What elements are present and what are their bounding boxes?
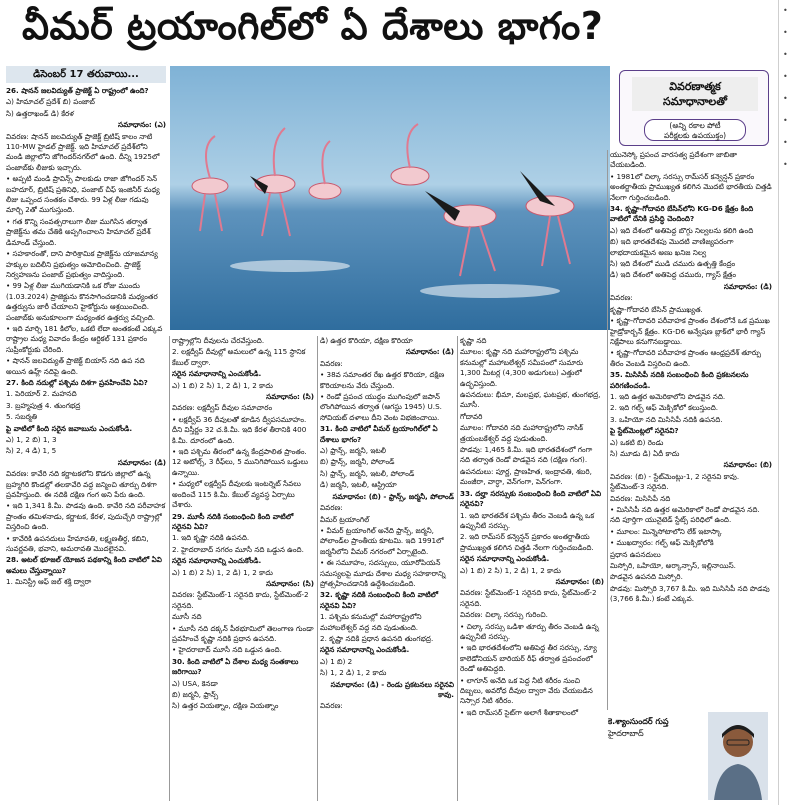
question: 33. దల్హా సరస్సుకు సంబంధించి కింది వాటిలో ఏవి సరైనవి? [460, 488, 602, 509]
paragraph: మూసీ నది [172, 612, 202, 622]
article-column-3 [320, 336, 454, 801]
option: ఎ) 1 బి) 2 సి) 1, 2 డి) 1, 2 కాదు [172, 380, 273, 390]
option: 1. పెరియార్ 2. మహనది [6, 389, 77, 399]
option: సి) 2, 4 డి) 1, 5 [6, 446, 57, 456]
paragraph: వివరణ: [320, 503, 343, 513]
option: 1. ఇది భారతదేశ పశ్చిమ తీరం వెంబడి ఉన్న ఒక ఉప్పునీటి సరస్సు. [460, 510, 595, 530]
answer: సమాధానం: (బి) [555, 576, 604, 586]
paragraph: • మూసీ నది దక్కన్ పీఠభూమిలో తెలంగాణ గుండా ప్రవహించే కృష్ణా నదికి ప్రధాన ఉపనది. [172, 623, 314, 643]
answer: సమాధానం: (డి) [117, 457, 166, 467]
paragraph: వివరణ: [320, 358, 343, 368]
answer: సమాధానం: (బి) [723, 460, 772, 470]
paragraph: • ఇది రామ్‌సర్ సైట్‌గా అలాగే శీతాకాలంలో [460, 707, 578, 717]
option: సి) 1, 2 డి) 1, 2 కాదు [320, 668, 387, 678]
info-box [619, 70, 769, 146]
paragraph: ఉపనదులు: భీమా, మలప్రభ, ఘటప్రభ, తుంగభద్ర, మూసీ. [460, 390, 601, 410]
column-divider [457, 336, 458, 801]
question: 30. కింది వాటిలో ఏ దేశాల మధ్య సంతకాలు జరిగాయి? [172, 656, 299, 677]
paragraph: • ఇది 1,341 కి.మీ. పొడవు ఉంది. కావేరి నది పరీవాహక ప్రాంతం తమిళనాడు, కర్ణాటక, కేరళ, పుదుచ్చేరి రాష్ట్రాల్లో విస్తరించి ఉంది. [6, 501, 166, 532]
paragraph: కృష్ణా నది [460, 336, 487, 345]
question: 31. కింది వాటిలో వీమర్ ట్రయాంగిల్‌లో ఏ దేశాలు భాగం? [320, 424, 438, 444]
option: ఎ) ఒకటి బి) రెండు [610, 437, 664, 447]
paragraph: 2. లక్షద్వీప్ దీవుల్లో అమలులో ఉన్న 115 స్థానిక కేబుల్ ద్వారా. [172, 347, 306, 367]
info-box-title-line2: సమాధానాలతో [663, 95, 727, 108]
bullet-mark: • [783, 160, 788, 169]
bullet-mark: • [783, 6, 788, 15]
answer: సమాధానం: (డి) [405, 347, 454, 357]
article-column-1 [6, 86, 166, 801]
paragraph: • 38వ సమాంతర రేఖ ఉత్తర కొరియా, దక్షిణ కొరియాలను వేరు చేస్తుంది. [320, 370, 445, 390]
paragraph: • అప్పటి మండి ప్రావిన్స్ పాలకుడు రాజా జోగిందర్ సెన్ బహదూర్, బ్రిటిష్ ప్రతినిధి, పంజాబ్ చీఫ్ ఇంజినీర్ మధ్య లీజు ఒప్పంద సంతకం చేశారు. 99 ఏళ్ల లీజు గడువు మార్చి 2తో ముగుస్తుంది. [6, 174, 160, 215]
bullet-mark: • [783, 28, 788, 37]
paragraph: • లాగూన్ అనేది ఒక పెద్ద నీటి శరీరం నుంచి దిబ్బలు, అవరోధ దీవుల ద్వారా వేరు చేయబడిన నిస్సార నీటి శరీరం. [460, 675, 593, 706]
date-bar: డిసెంబర్ 17 తరువాయి... [6, 66, 166, 83]
paragraph: • కావేరికి ఉపనదులు హేమావతి, లక్ష్మణతీర్థ, కబిని, సువర్ణవతి, భవాని, అమరావతి మొదలైనవి. [6, 533, 149, 554]
paragraph: మూలం: కృష్ణా నది మహారాష్ట్రలోని పశ్చిమ కనుమల్లో మహాబలేశ్వర్ సమీపంలో సుమారు 1,300 మీటర్ల (4,300 అడుగులు) ఎత్తులో ఉద్భవిస్తుంది. [460, 347, 583, 388]
question: 35. మిసిసిపీ నదికి సంబంధించి కింది ప్రకటనలను పరిగణించండి. [610, 370, 749, 390]
column-divider [169, 336, 170, 801]
flamingo-photo [170, 66, 610, 330]
paragraph: • వీమర్ ట్రయాంగిల్ అనేది ఫ్రాన్స్, జర్మనీ, పోలాండ్‌ల ప్రాంతీయ కూటమి. ఇది 1991లో జర్మనీలోని వీమర్ నగరంలో ఏర్పాటైంది. [320, 525, 444, 556]
adjacent-column-edge [778, 0, 800, 805]
paragraph: వీమర్ ట్రయాంగిల్ [320, 514, 370, 524]
paragraph: • ఈ సమూహం, సదస్సులు, యూరోపియన్ సమస్యలపై మూడు దేశాల మధ్య సహకారాన్ని ప్రోత్సహించడానికి ఉద్దేశించబడింది. [320, 558, 446, 588]
answer: సమాధానం: (సి) [266, 392, 314, 402]
paragraph: వివరణ: స్టేట్‌మెంట్-1 సరైనది కాదు, స్టేట్‌మెంట్-2 సరైనది. [172, 590, 309, 610]
option: 2. కృష్ణా నదికి ప్రధాన ఉపనది తుంగభద్ర. [320, 633, 434, 643]
paragraph: వివరణ: లక్షద్వీప్ దీవుల సమాచారం [172, 403, 273, 413]
option: ఎ) ఫ్రాన్స్, జర్మనీ, ఇటలీ [320, 446, 387, 456]
option: సి) ఉత్తర వియత్నాం, దక్షిణ వియత్నాం [172, 701, 279, 711]
paragraph: యునెస్కో ప్రపంచ వారసత్వ ప్రదేశంగా జాబితా చేయబడింది. [610, 150, 737, 170]
paragraph: • మధ్యలో లక్షద్వీప్ దీవులకు ఇంటర్నెట్ సేవలు అందించే 115 కి.మీ. కేబుల్ వ్యవస్థ ఏర్పాటు చేశారు. [172, 479, 301, 510]
question: సరైన సమాధానాన్ని ఎంచుకోండి. [320, 645, 410, 655]
info-box-subtitle [644, 119, 746, 141]
option: డి) జర్మనీ, ఇటలీ, ఆస్ట్రియా [320, 480, 397, 490]
option: బి) ఇది భారతదేశపు మొదటి వాణిజ్యపరంగా లాభదాయకమైన అణు ఖనిజ నిల్వ [610, 237, 734, 257]
bullet-mark: • [783, 94, 788, 103]
option: ఎ) 1 బి) 2 [320, 656, 353, 666]
paragraph: • మిసిసిపీ నది ఉత్తర అమెరికాలో రెండో పొడవైన నది. నది పూర్తిగా యునైటెడ్ స్టేట్స్ పరిధిలో ఉంది. [610, 505, 760, 525]
question: 29. మూసీ నదికి సంబంధించి కింది వాటిలో సరైనవి ఏవి? [172, 511, 294, 531]
paragraph: • 99 ఏళ్ల లీజు ముగియడానికి ఒక రోజు ముందు (1.03.2024) ప్రాజెక్టును కొనసాగించడానికి మధ్యంతర ఉత్తర్వును జారీ చేయాలని హైకోర్టును ఆశ్రయించింది. పంజాబ్‌కు అనుకూలంగా మధ్యంతర ఉత్తర్వు వచ్చింది. [6, 281, 158, 322]
option: డి) ఉత్తర కొరియా, దక్షిణ కొరియా [320, 336, 413, 345]
bullet-mark: • [783, 138, 788, 147]
option: ఎ) USA, కెనడా [172, 678, 218, 688]
author-place: హైదరాబాద్ [608, 729, 644, 738]
paragraph: వివరణ: కావేరి నది కర్ణాటకలోని కొడగు జిల్లాలో ఉన్న బ్రహ్మగిరి కొండల్లో తలకావేరి వద్ద జన్మించి తూర్పు దిశగా ప్రవహిస్తుంది. ఈ నదికి దక్షిణ గంగ అని పేరు ఉంది. [6, 469, 157, 500]
question: 28. అటల్ భూజల్ యోజన పథకాన్ని కింది వాటిలో ఏవి అమలు చేస్తున్నాయి? [6, 555, 162, 575]
option: 1. ఇది ఉత్తర అమెరికాలోని పొడవైన నది. [610, 391, 726, 401]
question: సరైన సమాధానాన్ని ఎంచుకోండి. [172, 556, 262, 566]
paragraph: పొడవు: మిస్సోరి 3,767 కి.మీ. ఇది మిసిసిపీ నది పొడవు (3,766 కి.మీ.) కంటే ఎక్కువ. [610, 583, 770, 604]
option: 3. బ్రహ్మపుత్ర 4. తుంగభద్ర [6, 400, 81, 410]
paragraph: • హైదరాబాద్ మూసీ నది ఒడ్డున ఉంది. [172, 645, 282, 655]
paragraph: వివరణ: [320, 701, 343, 711]
paragraph: • 1981లో చిల్కా సరస్సు రామ్‌సర్ కన్వెన్షన్ ప్రకారం అంతర్జాతీయ ప్రాముఖ్యత కలిగిన మొదటి భారతీయ చిత్తడి నేలగా గుర్తించబడింది. [610, 171, 772, 202]
article-column-2 [172, 336, 314, 801]
paragraph: • ఇది భారతదేశంలోని అతిపెద్ద తీర సరస్సు, న్యూ కాలెడోనియన్ బారియర్ రీఫ్ తర్వాత ప్రపంచంలో రెండో అతిపెద్దది. [460, 643, 597, 674]
paragraph: • మూలం: మిన్నెసోటాలోని లేక్ ఇటాస్కా [610, 526, 722, 536]
paragraph: మూలం: గోదావరి నది మహారాష్ట్రలోని నాసిక్ త్రయంబకేశ్వర్ వద్ద పుడుతుంది. [460, 423, 584, 443]
option: ఎ) హిమాచల్ ప్రదేశ్ బి) పంజాబ్ [6, 97, 95, 107]
paragraph: • కృష్ణా-గోదావరి పరీవాహక ప్రాంతం ఆంధ్రప్రదేశ్ తూర్పు తీరం వెంబడి విస్తరించి ఉంది. [610, 348, 762, 368]
question: 32. కృష్ణా నదికి సంబంధించి కింది వాటిలో సరైనవి ఏవి? [320, 590, 439, 610]
info-box-subtitle-line2: పరీక్షలకు ఉపయుక్తం) [663, 131, 727, 140]
paragraph: వివరణ: [610, 293, 633, 303]
author-photo [708, 712, 768, 800]
paragraph: ఉపనదులు: పూర్ణ, ప్రాణహిత, ఇంద్రావతి, శబరి, మంజీరా, వార్ధా, వెన్‌గంగా, పెన్‌గంగా. [460, 466, 592, 487]
option: సి) ఉత్తరాఖండ్ డి) కేరళ [6, 108, 74, 118]
answer: సమాధానం: (ఎ) [118, 120, 166, 130]
paragraph: పొడవు: 1,465 కి.మీ. ఇది భారతదేశంలో గంగా నది తర్వాత రెండో పొడవైన నది (దక్షిణ గంగ). [460, 445, 593, 465]
info-box-subtitle-line1: (అన్ని రకాల పోటీ [669, 121, 721, 130]
paragraph: ప్రధాన ఉపనదులు [610, 549, 661, 559]
option: 2. ఇది రామ్‌సర్ కన్వెన్షన్ ప్రకారం అంతర్జాతీయ ప్రాముఖ్యత కలిగిన చిత్తడి నేలగా గుర్తించబడింది. [460, 532, 594, 552]
answer: సమాధానం: (డి) - రెండు ప్రకటనలు సరైనవి కావు. [330, 679, 454, 699]
byline [608, 716, 708, 740]
paragraph: • ముఖద్వారం: గల్ఫ్ ఆఫ్ మెక్సికోలోకి [610, 538, 714, 548]
headline: వీమర్ ట్రయాంగిల్‌లో ఏ దేశాలు భాగం? [22, 4, 604, 48]
question: సరైన సమాధానాన్ని ఎంచుకోండి. [172, 369, 262, 379]
paragraph: మిస్సోరి, ఒహియో, అర్కాన్సాస్, ఇల్లినాయిస్. [610, 561, 736, 571]
answer: సమాధానం: (బి) - ఫ్రాన్స్, జర్మనీ, పోలాండ్ [332, 491, 454, 501]
option: ఎ) 1 బి) 2 సి) 1, 2 డి) 1, 2 కాదు [460, 565, 561, 575]
paragraph: గోదావరి [460, 411, 483, 421]
answer: సమాధానం: (డి) [723, 281, 772, 291]
paragraph: • సహకారంతో, దాని పారిశ్రామిక ప్రాజెక్ట్‌ను యాజమాన్య హక్కుల బదిలీని ప్రభుత్వం ఆమోదించింది. ప్రాజెక్ట్ నిర్వహణను పంజాబ్ ప్రభుత్వం వాదిస్తుంది. [6, 249, 158, 279]
column-divider [607, 150, 608, 710]
question: 27. కింది నదుల్లో పశ్చిమ దిశగా ప్రవహించేవి ఏవి? [6, 377, 148, 387]
paragraph: కృష్ణా-గోదావరి బేసిన్ ప్రాముఖ్యత. [610, 304, 703, 314]
column-divider [317, 336, 318, 801]
bullet-mark: • [783, 50, 788, 59]
option: డి) ఇది దేశంలో అతిపెద్ద చమురు, గ్యాస్ క్షేత్రం [610, 270, 737, 280]
option: సి) ఇది దేశంలో ముడి చమురు ఉత్పత్తి కేంద్రం [610, 259, 736, 269]
option: 1. ఇది కృష్ణా నదికి ఉపనది. [172, 533, 250, 543]
question: 34. కృష్ణా-గోదావరి బేసిన్‌లోని KG-D6 క్షేత్రం కింది వాటిలో దేనికి ప్రసిద్ధి చెందింది? [610, 204, 754, 224]
paragraph: వివరణ: షానన్ జలవిద్యుత్ ప్రాజెక్ట్ బ్రిటిష్ కాలం నాటి 110-MW హైడల్ ప్రాజెక్ట్. ఇది హిమాచల్ ప్రదేశ్‌లోని మండి జిల్లాలోని జోగిందర్‌నగర్‌లో ఉంది. దీన్ని 1925లో పంజాబ్‌కు లీజుకు ఇచ్చారు. [6, 131, 160, 172]
option: సి) ఫ్రాన్స్, జర్మనీ, ఇటలీ, పోలాండ్ [320, 468, 415, 478]
question: సరైన సమాధానాన్ని ఎంచుకోండి. [460, 554, 550, 564]
answer: సమాధానం: (సి) [266, 578, 314, 588]
paragraph: • చిల్కా సరస్సు ఒడిశా తూర్పు తీరం వెంబడి ఉన్న ఉప్పునీటి సరస్సు. [460, 621, 599, 641]
option: ఎ) 1 బి) 2 సి) 1, 2 డి) 1, 2 కాదు [172, 567, 273, 577]
paragraph: • ఇది మార్చి 181 కిలోల, ఒకటి లేదా అంతకంటే ఎక్కువ రాష్ట్రాల మధ్య వివాదం కేంద్రం ఆర్టికల్ 131 ప్రకారం సుప్రీంకోర్టుకు చేరింది. [6, 323, 163, 354]
paragraph: వివరణ: మిసిసిపీ నది [610, 493, 671, 503]
paragraph: • కృష్ణా-గోదావరి పరీవాహక ప్రాంతం దేశంలోనే ఒక ప్రముఖ హైడ్రోకార్బన్ క్షేత్రం. KG-D6 అన్వేషణ బ్లాక్‌లో భారీ గ్యాస్ నిక్షేపాలు కనుగొనబడ్డాయి. [610, 316, 770, 346]
paragraph: • షానన్ జలవిద్యుత్ ప్రాజెక్ట్ బియాస్ నది ఉప నది అయిన ఉహ్ల్ నదిపై ఉంది. [6, 356, 145, 376]
author-name: కె.శ్యాంసుందర్ గుప్త [608, 717, 669, 726]
option: 3. ఒహియో నది మిసిసిపీ నదికి ఉపనది. [610, 414, 723, 424]
question: 26. షానన్ జలవిద్యుత్ ప్రాజెక్ట్ ఏ రాష్ట్రంలో ఉంది? [6, 86, 149, 95]
option: బి) జర్మనీ, ఫ్రాన్స్ [172, 690, 219, 699]
paragraph: • గత కొన్ని సంవత్సరాలుగా లీజు ముగిసిన తర్వాత ప్రాజెక్ట్‌ను తమ చేతికి అప్పగించాలని హిమాచల్ ప్రదేశ్ డిమాండ్ చేస్తుంది. [6, 216, 151, 247]
article-column-4 [460, 336, 604, 801]
option: 5. సబర్మతి [6, 412, 38, 422]
info-box-title-line1: వివరణాత్మక [669, 80, 721, 93]
question: పై వాటిలో కింది సరైన జవాబును ఎంచుకోండి. [6, 423, 133, 433]
option: బి) ఫ్రాన్స్, జర్మనీ, పోలాండ్ [320, 457, 395, 467]
article-column-5 [610, 150, 772, 710]
option: 2. ఇది గల్ఫ్ ఆఫ్ మెక్సికోలో కలుస్తుంది. [610, 403, 719, 413]
paragraph: వివరణ: చిల్కా సరస్సు గురించి. [460, 610, 548, 620]
info-box-title [632, 77, 758, 111]
option: సి) మూడు డి) ఏదీ కాదు [610, 448, 680, 458]
option: 1. పశ్చిమ కనుమల్లో మహారాష్ట్రలోని మహాబలేశ్వర్ వద్ద నది పుడుతుంది. [320, 612, 422, 632]
option: 2. హైదరాబాద్ నగరం మూసీ నది ఒడ్డున ఉంది. [172, 544, 304, 554]
paragraph: వివరణ: (బి) - స్టేట్‌మెంట్లు-1, 2 సరైనవి కావు. స్టేట్‌మెంట్-3 సరైనది. [610, 471, 740, 492]
option: ఎ) ఇది దేశంలో అతిపెద్ద బొగ్గు నిల్వలను కలిగి ఉంది [610, 225, 754, 235]
paragraph: వివరణ: స్టేట్‌మెంట్-1 సరైనది కాదు, స్టేట్‌మెంట్-2 సరైనది. [460, 588, 597, 608]
paragraph: • రెండో ప్రపంచ యుద్ధం ముగింపులో జపాన్ లొంగిపోయిన తర్వాత (ఆగస్టు 1945) U.S. సోవియట్ దళాలు దీని వెంట విభజించాయి. [320, 392, 442, 422]
paragraph: • లక్షద్వీప్ 36 దీవులతో కూడిన ద్వీపసమూహం. దీని విస్తీర్ణం 32 చ.కి.మీ. ఇది కేరళ తీరానికి 400 కి.మీ. దూరంలో ఉంది. [172, 414, 307, 445]
bullet-mark: • [783, 72, 788, 81]
paragraph: రాష్ట్రాల్లోని దీవులను చేరవేస్తుంది. [172, 336, 265, 345]
paragraph: పొడవైన ఉపనది మిస్సోరి. [610, 572, 683, 582]
paragraph: • ఇది పశ్చిమ తీరంలో ఉన్న కేంద్రపాలిత ప్రాంతం. 12 అటోల్స్, 3 రీఫ్‌లు, 5 మునిగిపోయిన ఒడ్డులు ఉన్నాయి. [172, 447, 308, 477]
flamingo-illustration [170, 66, 610, 330]
option: ఎ) 1, 2 బి) 1, 3 [6, 435, 57, 444]
option: 1. మినిస్ట్రీ ఆఫ్ జల్ శక్తి ద్వారా [6, 577, 92, 587]
question: పై స్టేట్‌మెంట్లలో సరైనవి? [610, 426, 679, 436]
bullet-mark: • [783, 116, 788, 125]
